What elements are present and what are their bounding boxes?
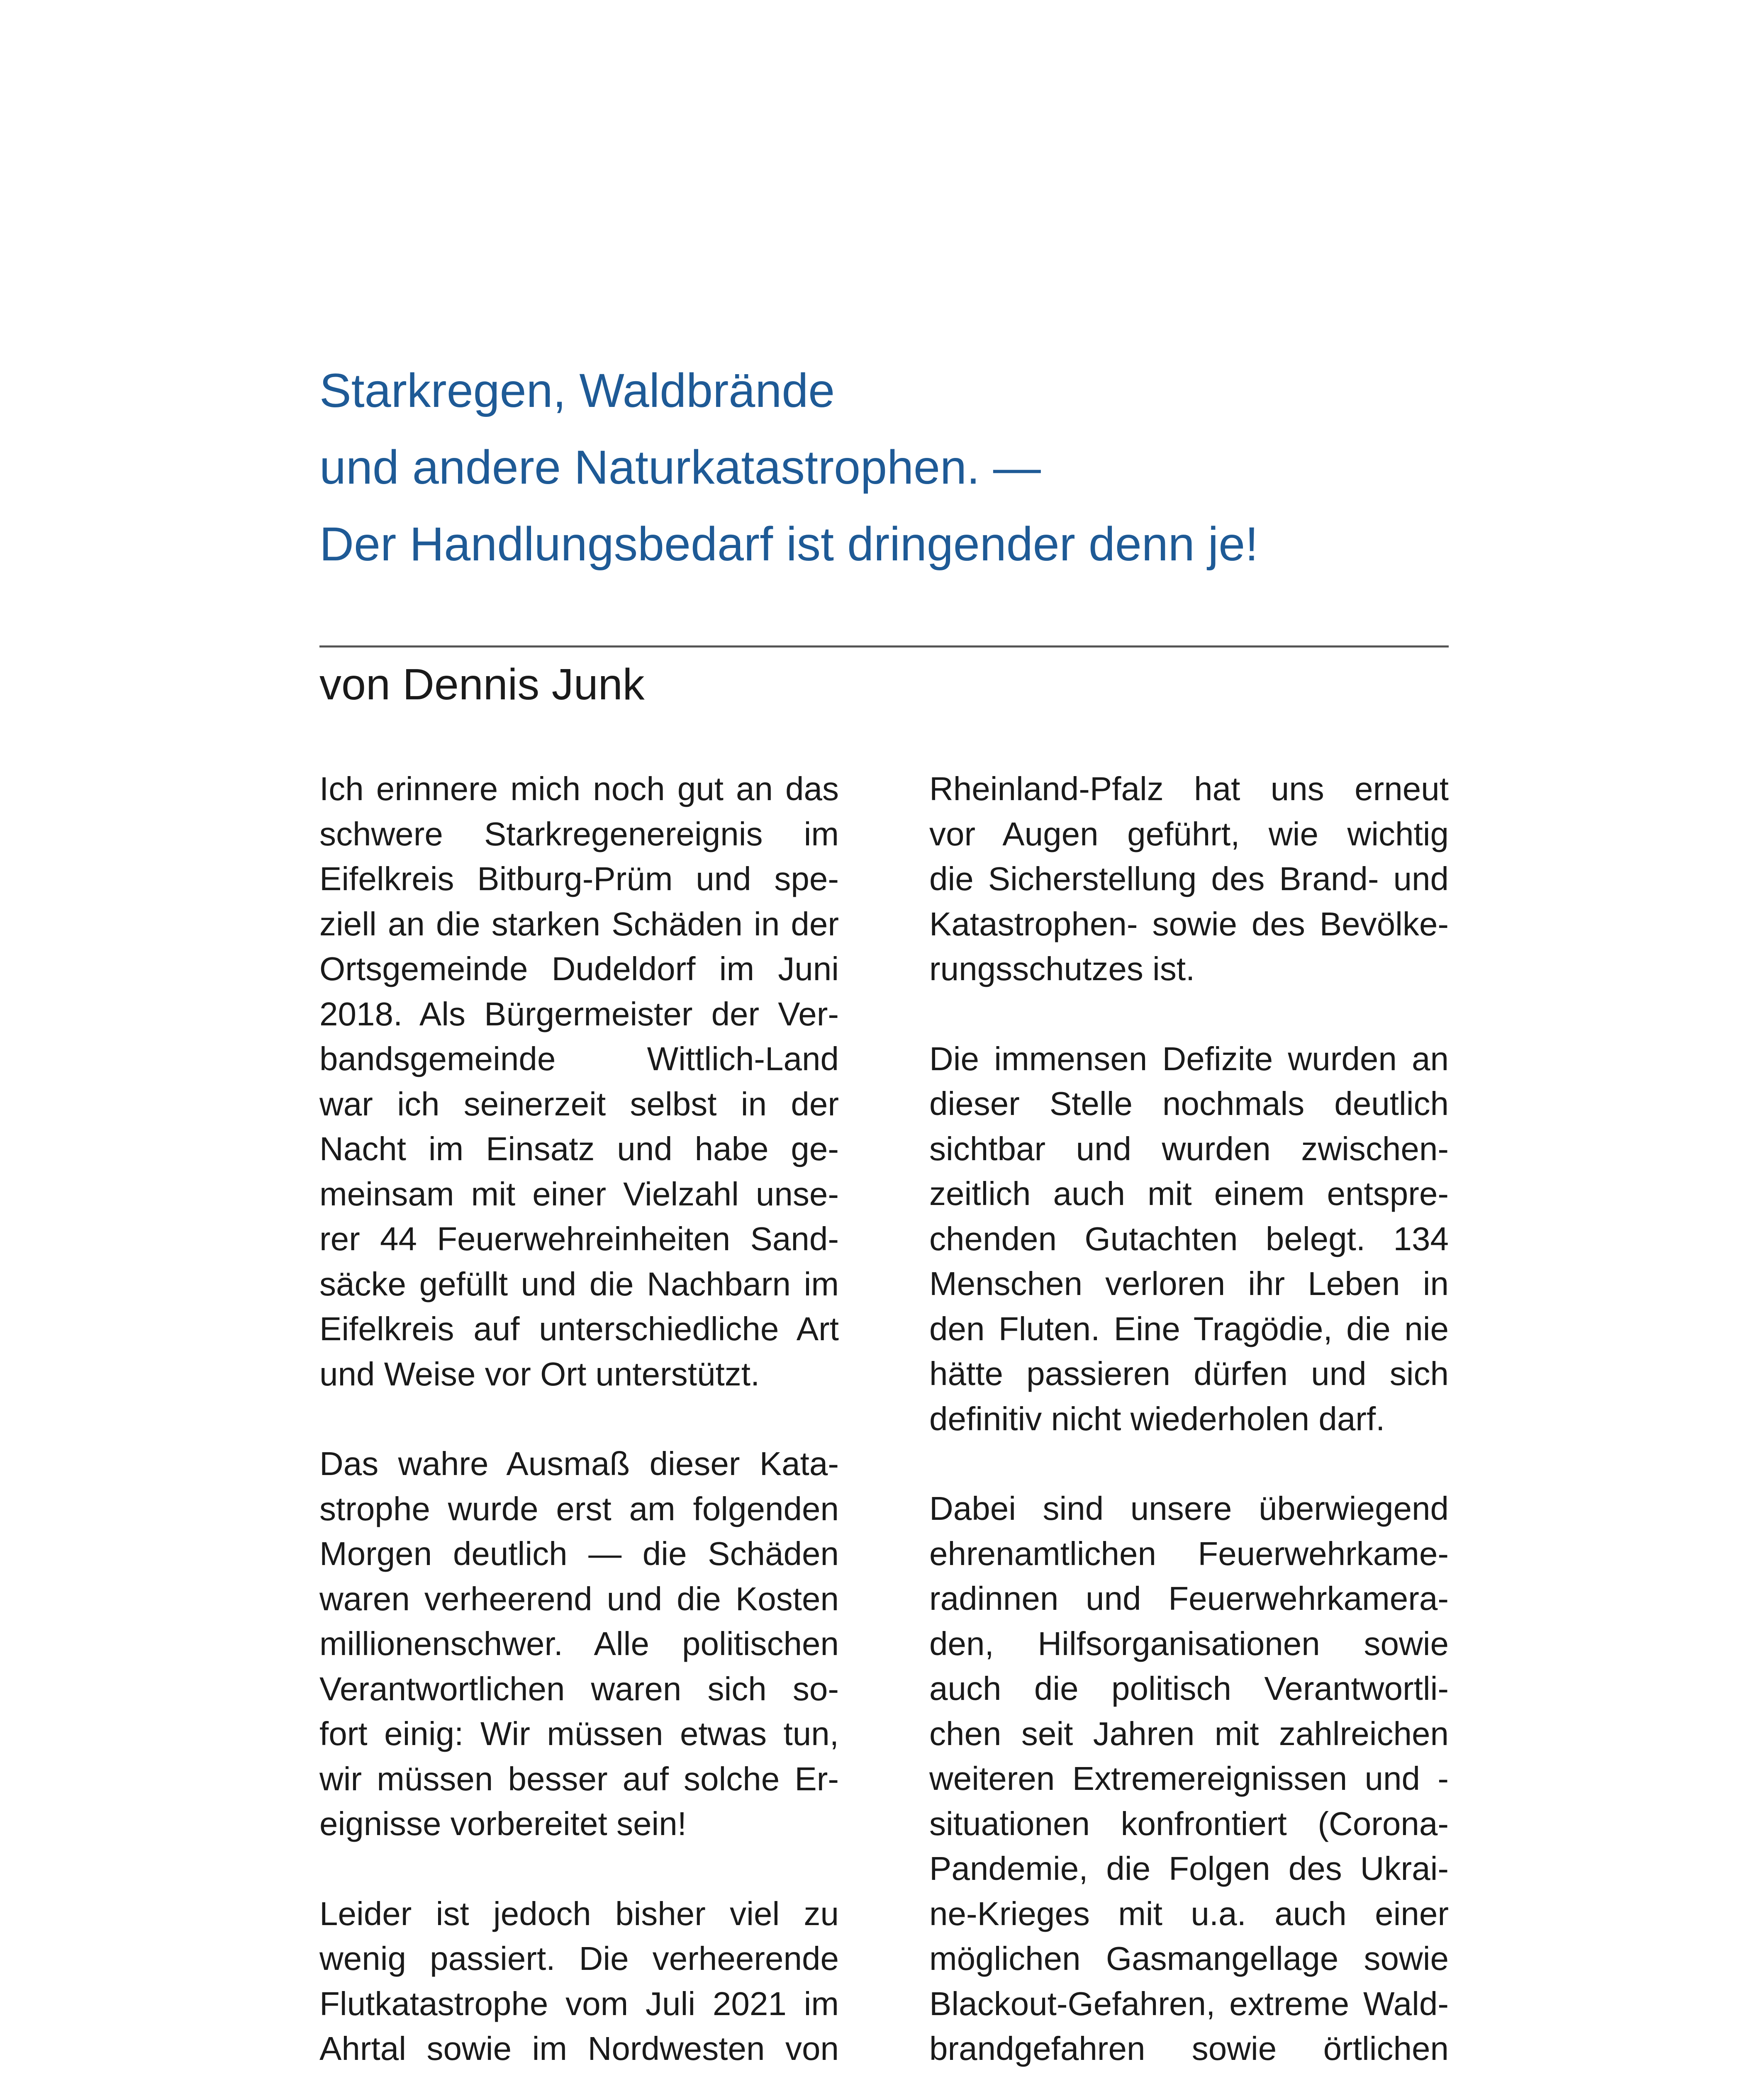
text-line: Katastrophen- sowie des Bevölke- [929, 905, 1449, 942]
text-line: sichtbar und wurden zwischen- [929, 1130, 1449, 1167]
text-line: Verantwortlichen waren sich so- [319, 1670, 839, 1707]
text-line: eignisse vorbereitet sein! [319, 1805, 687, 1842]
text-line: weiteren Extremereignissen und - [929, 1760, 1449, 1797]
text-line: strophe wurde erst am folgenden [319, 1490, 839, 1527]
text-line: Ahrtal sowie im Nordwesten von [319, 2030, 839, 2067]
paragraph [319, 767, 839, 1397]
text-line: hätte passieren dürfen und sich [929, 1355, 1449, 1392]
text-line: Flutkatastrophe vom Juli 2021 im [319, 1985, 839, 2022]
text-line: säcke gefüllt und die Nachbarn im [319, 1265, 839, 1302]
text-line: den, Hilfsorganisationen sowie [929, 1625, 1449, 1662]
text-line: war ich seinerzeit selbst in der [319, 1085, 839, 1122]
text-line: vor Augen geführt, wie wichtig [929, 815, 1449, 852]
text-line: chen seit Jahren mit zahlreichen [929, 1715, 1449, 1752]
paragraph [319, 1891, 839, 2072]
text-line: rer 44 Feuerwehreinheiten Sand- [319, 1220, 839, 1257]
title-line-3: Der Handlungsbedarf ist dringender denn je! [319, 518, 1259, 571]
text-line: fort einig: Wir müssen etwas tun, [319, 1715, 839, 1752]
text-line: bandsgemeinde Wittlich-Land [319, 1040, 839, 1077]
text-line: Leider ist jedoch bisher viel zu [319, 1895, 839, 1932]
text-line: die Sicherstellung des Brand- und [929, 860, 1449, 897]
text-line: Das wahre Ausmaß dieser Kata- [319, 1445, 839, 1482]
text-line: Rheinland-Pfalz hat uns erneut [929, 770, 1449, 807]
text-line: Ich erinnere mich noch gut an das [319, 770, 839, 807]
text-line: möglichen Gasmangellage sowie [929, 1940, 1449, 1977]
author-byline: von Dennis Junk [319, 660, 645, 709]
text-line: Dabei sind unsere überwiegend [929, 1490, 1449, 1527]
text-line: millionenschwer. Alle politischen [319, 1625, 839, 1662]
text-line: den Fluten. Eine Tragödie, die nie [929, 1310, 1449, 1347]
title-line-1: Starkregen, Waldbrände [319, 364, 835, 417]
text-line: ne-Krieges mit u.a. auch einer [929, 1895, 1449, 1932]
text-line: radinnen und Feuerwehrkamera- [929, 1580, 1449, 1617]
text-line: rungsschutzes ist. [929, 950, 1195, 987]
text-line: Eifelkreis Bitburg-Prüm und spe- [319, 860, 839, 897]
text-line: definitiv nicht wiederholen darf. [929, 1400, 1385, 1437]
text-line: Eifelkreis auf unterschiedliche Art [319, 1310, 839, 1347]
text-column-left [319, 767, 839, 2074]
paragraph [929, 1037, 1449, 1442]
article-title [319, 353, 1448, 583]
text-line: Morgen deutlich — die Schäden [319, 1535, 839, 1572]
title-line-2: und andere Naturkatastrophen. — [319, 441, 1041, 494]
paragraph [319, 1441, 839, 1847]
text-line: Menschen verloren ihr Leben in [929, 1265, 1449, 1302]
text-line: dieser Stelle nochmals deutlich [929, 1085, 1449, 1122]
text-line: chenden Gutachten belegt. 134 [929, 1220, 1449, 1257]
text-line: brandgefahren sowie örtlichen [929, 2030, 1449, 2067]
text-line: 2018. Als Bürgermeister der Ver- [319, 995, 839, 1032]
text-line: auch die politisch Verantwortli- [929, 1670, 1449, 1707]
text-line: Pandemie, die Folgen des Ukrai- [929, 1850, 1449, 1887]
paragraph [929, 1486, 1449, 2072]
text-line: Blackout-Gefahren, extreme Wald- [929, 1985, 1449, 2022]
text-line: ziell an die starken Schäden in der [319, 905, 839, 942]
text-line: wir müssen besser auf solche Er- [319, 1760, 839, 1797]
text-line: und Weise vor Ort unterstützt. [319, 1355, 760, 1392]
text-line: schwere Starkregenereignis im [319, 815, 839, 852]
text-line: Nacht im Einsatz und habe ge- [319, 1130, 839, 1167]
text-column-right [929, 767, 1449, 2074]
text-line: zeitlich auch mit einem entspre- [929, 1175, 1449, 1212]
text-line: Die immensen Defizite wurden an [929, 1040, 1449, 1077]
text-line: ehrenamtlichen Feuerwehrkame- [929, 1535, 1449, 1572]
paragraph [929, 767, 1449, 992]
text-line: wenig passiert. Die verheerende [319, 1940, 839, 1977]
text-line: Ortsgemeinde Dudeldorf im Juni [319, 950, 839, 987]
text-line: waren verheerend und die Kosten [319, 1580, 839, 1617]
title-divider [319, 645, 1449, 648]
text-line: meinsam mit einer Vielzahl unse- [319, 1175, 839, 1212]
text-line: situationen konfrontiert (Corona- [929, 1805, 1449, 1842]
